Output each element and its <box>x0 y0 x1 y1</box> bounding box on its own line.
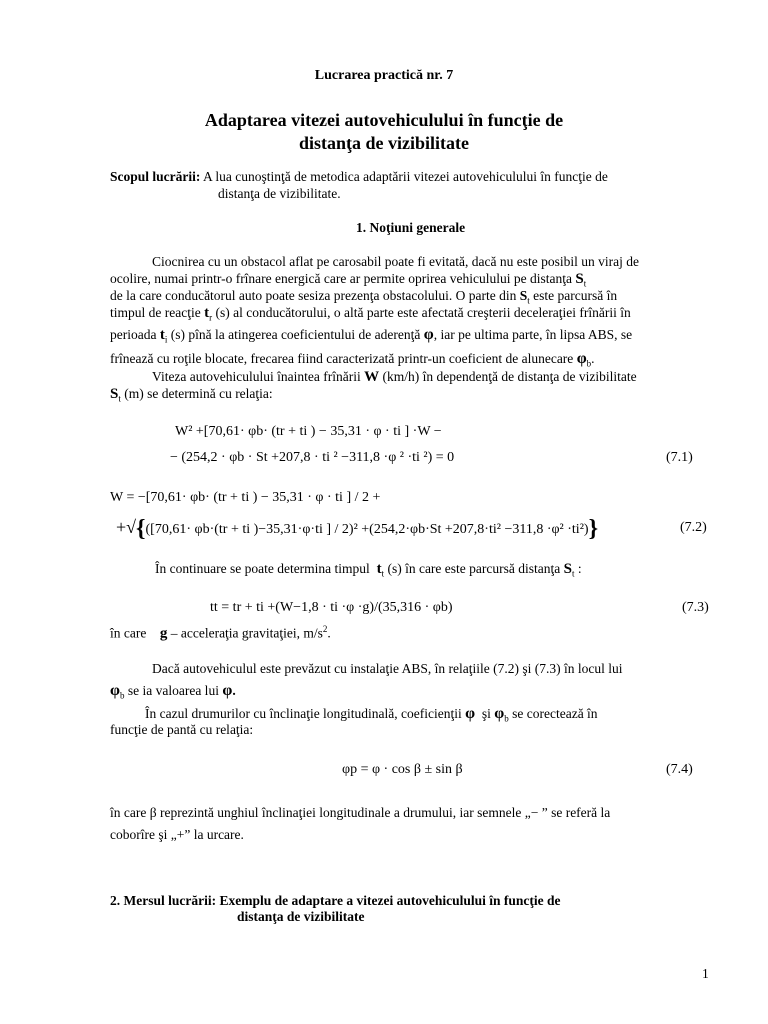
p5-text-c: se corectează în <box>512 706 598 721</box>
p4-line-2-text: se ia valoarea lui <box>127 683 219 698</box>
symbol-phi: φ <box>110 682 120 699</box>
equation-7-2-radicand: ([70,61· φb·(tr + ti )−35,31·φ·ti ] / 2)² +(254,2·φb·St +207,8·ti² −311,8 ·φ² ·ti²) <box>145 522 589 537</box>
dot: . <box>232 683 236 698</box>
symbol-phi: φ <box>576 350 587 367</box>
symbol-t: t <box>204 305 210 321</box>
equation-7-1-line-2: − (254,2 · φb · St +207,8 · ti ² −311,8 ·φ ² ·ti ²) = 0 <box>170 450 455 465</box>
p1-line-5-text-a: perioada <box>110 327 157 342</box>
brace-open: { <box>136 516 146 542</box>
symbol-phi: φ <box>465 705 476 722</box>
p3-line: În continuare se poate determina timpul $t_t$ (s) în care este parcursă distanţa $S_t$ : <box>155 561 582 579</box>
sqrt-symbol: +√ <box>116 517 137 537</box>
symbol-sub-t: t <box>381 568 385 579</box>
in-care-label: în care <box>110 625 147 641</box>
symbol-sub-b: b <box>586 358 592 369</box>
equation-number-7-3: (7.3) <box>682 600 709 615</box>
symbol-sub-b: b <box>119 690 125 701</box>
p2-line-1 <box>152 369 637 386</box>
p5-text-b: şi <box>481 706 491 721</box>
main-title-line-2: distanţa de vizibilitate <box>299 133 469 153</box>
main-title-line-1: Adaptarea vitezei autovehiculului în funcţie de <box>204 110 564 130</box>
symbol-phi: φ <box>423 326 434 343</box>
p5-line-2: funcţie de pantă cu relaţia: <box>110 722 254 737</box>
p1-line-6 <box>110 350 595 369</box>
symbol-sub-t: t <box>571 568 575 579</box>
p2-line-1-text-a: Viteza autovehiculului înaintea frînării <box>152 369 361 384</box>
p6-line-1: în care β reprezintă unghiul înclinaţiei longitudinale a drumului, iar semnele „− ” se referă la <box>110 805 611 820</box>
scope-line-1 <box>110 169 608 185</box>
symbol-sub-t: t <box>583 278 587 289</box>
p1-line-3-text-b: este parcursă în <box>533 288 618 303</box>
p2-line-2-text: (m) se determină cu relaţia: <box>124 386 273 401</box>
p2-line-1-text-b: (km/h) în dependenţă de distanţa de vizibilitate <box>382 369 637 384</box>
symbol-sub-b: b <box>504 713 509 724</box>
symbol-s: S <box>519 288 528 303</box>
equation-number-7-4: (7.4) <box>666 762 693 777</box>
lab-title: Lucrarea practică nr. 7 <box>314 68 454 83</box>
equation-7-3: tt = tr + ti +(W−1,8 · ti ·φ ·g)/(35,316 · φb) <box>210 600 453 615</box>
section-2-title-1: Exemplu de adaptare a vitezei autovehiculului în funcţie de <box>219 893 561 908</box>
p3-text-a: În continuare se poate determina timpul <box>155 561 370 576</box>
scope-line-2: distanţa de vizibilitate. <box>218 186 341 201</box>
section-2-title-2: distanţa de vizibilitate <box>237 909 365 924</box>
p6-line-2: coborîre şi „+” la urcare. <box>110 827 244 842</box>
p1-line-1: Ciocnirea cu un obstacol aflat pe carosabil poate fi evitată, dacă nu este posibil un viraj de <box>152 254 639 269</box>
p1-line-5 <box>110 326 632 345</box>
equation-7-2-line-2 <box>116 516 598 543</box>
equation-7-2-line-1: W = −[70,61· φb· (tr + ti ) − 35,31 · φ · ti ] / 2 + <box>110 490 381 505</box>
p4-line-2 <box>110 682 236 701</box>
p1-line-2-text: ocolire, numai printr-o frînare energică care ar permite oprirea vehiculului pe distanţa <box>110 271 573 286</box>
p1-line-4 <box>110 305 631 323</box>
section-2-line-1 <box>110 893 561 909</box>
symbol-t: t <box>159 327 165 343</box>
symbol-t: t <box>376 561 382 577</box>
dot: . <box>591 351 595 366</box>
section-2-label: 2. Mersul lucrării: <box>110 893 217 908</box>
symbol-phi: φ <box>222 682 233 699</box>
p2-line-2 <box>110 386 273 404</box>
symbol-s: S <box>575 271 584 287</box>
symbol-phi: φ <box>494 705 505 722</box>
p4-line-1: Dacă autovehiculul este prevăzut cu instalaţie ABS, în relaţiile (7.2) şi (7.3) în locul lui <box>152 661 623 676</box>
equation-7-4: φp = φ · cos β ± sin β <box>342 762 463 777</box>
p1-line-5-text-b: (s) pînă la atingerea coeficientului de aderenţă <box>170 327 421 342</box>
p5-line-1 <box>145 705 598 724</box>
g-description-line: în care g – acceleraţia gravitaţiei, $m/s^2$. <box>110 624 331 642</box>
p1-line-4-text-b: (s) al conducătorului, o altă parte este afectată creşterii deceleraţiei frînării în <box>215 305 631 320</box>
symbol-w: W <box>364 369 380 385</box>
page-number: 1 <box>702 966 709 981</box>
symbol-s: S <box>110 386 119 402</box>
symbol-sub-i: i <box>164 334 168 345</box>
g-description: – acceleraţia gravitaţiei, m/s <box>170 625 323 641</box>
symbol-sub-r: r <box>209 312 213 323</box>
p1-line-2 <box>110 271 586 289</box>
p5-text-a: În cazul drumurilor cu înclinaţie longitudinală, coeficienţii <box>145 706 462 721</box>
p1-line-3-text-a: de la care conducătorul auto poate sesiza prezenţa obstacolului. O parte din <box>110 288 517 303</box>
p1-line-3 <box>110 288 617 306</box>
symbol-s: S <box>563 561 572 577</box>
p3-text-b: (s) în care este parcursă distanţa <box>387 561 561 576</box>
p1-line-6-text: frînează cu roţile blocate, frecarea fiind caracterizată printr-un coeficient de alunecare <box>110 351 574 366</box>
symbol-sub-t: t <box>527 295 530 306</box>
brace-close: } <box>588 516 599 542</box>
equation-number-7-1: (7.1) <box>666 450 693 465</box>
p1-line-5-text-c: , iar pe ultima parte, în lipsa ABS, se <box>433 327 633 342</box>
equation-7-1-line-1: W² +[70,61· φb· (tr + ti ) − 35,31 · φ · ti ] ·W − <box>175 424 442 439</box>
scope-label: Scopul lucrării: <box>110 169 201 184</box>
symbol-g: g <box>159 625 168 642</box>
equation-number-7-2: (7.2) <box>680 520 707 535</box>
symbol-sub-t: t <box>118 393 121 404</box>
scope-text-1: A lua cunoştinţă de metodica adaptării vitezei autovehiculului în funcţie de <box>203 169 608 184</box>
p1-line-4-text-a: timpul de reacţie <box>110 305 201 320</box>
section-1-heading: 1. Noţiuni generale <box>356 220 466 235</box>
